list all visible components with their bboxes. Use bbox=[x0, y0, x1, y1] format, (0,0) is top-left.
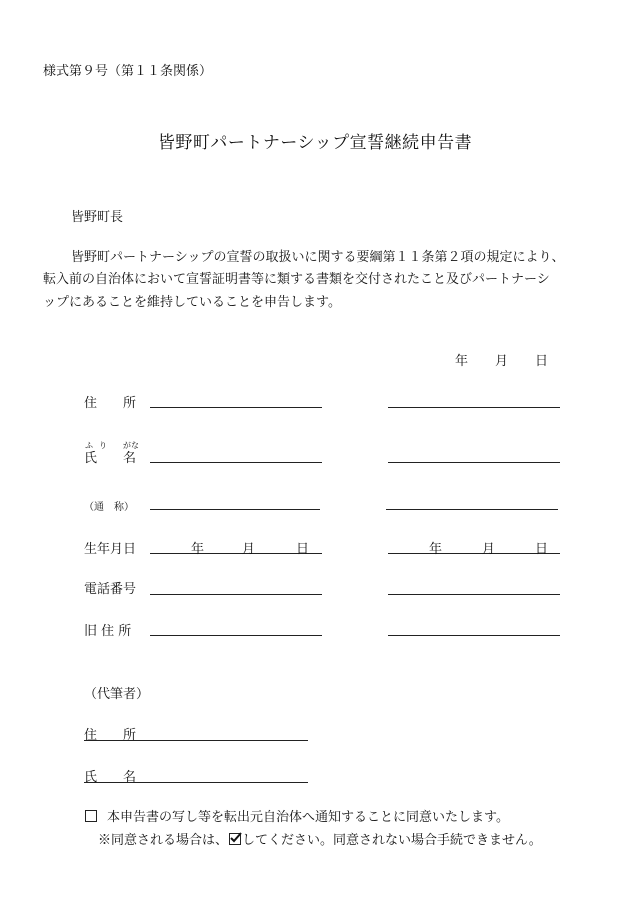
date-year-label: 年 bbox=[455, 354, 469, 369]
consent-note-prefix: ※同意される場合は、 bbox=[98, 833, 229, 848]
body-line-2: 転入前の自治体において宣誓証明書等に類する書類を交付されたこと及びパートナーシ bbox=[43, 272, 550, 287]
alias-field-1[interactable] bbox=[150, 508, 320, 510]
former-address-label: 旧 住 所 bbox=[84, 624, 132, 639]
phone-label: 電話番号 bbox=[84, 582, 137, 597]
phone-field-1[interactable] bbox=[150, 593, 322, 595]
address-field-1[interactable] bbox=[150, 406, 322, 408]
consent-note-suffix: してください。同意されない場合手続できません。 bbox=[242, 833, 542, 848]
former-address-field-2[interactable] bbox=[388, 634, 560, 636]
birthdate-2-month: 月 bbox=[482, 542, 496, 557]
former-address-field-1[interactable] bbox=[150, 634, 322, 636]
consent-row bbox=[85, 806, 509, 825]
furigana-4: な bbox=[131, 441, 139, 450]
checkmark-icon bbox=[229, 833, 241, 845]
date-month-label: 月 bbox=[495, 354, 509, 369]
birthdate-2-day: 日 bbox=[535, 542, 549, 557]
alias-label: （通 称） bbox=[84, 502, 134, 513]
birthdate-label: 生年月日 bbox=[84, 542, 137, 557]
deputy-name-label: 氏 名 bbox=[84, 770, 137, 785]
date-day-label: 日 bbox=[535, 354, 549, 369]
birthdate-2-year: 年 bbox=[429, 542, 443, 557]
name-field-1[interactable] bbox=[150, 461, 322, 463]
phone-field-2[interactable] bbox=[388, 593, 560, 595]
address-label: 住 所 bbox=[84, 396, 137, 411]
name-label-a: 氏 bbox=[84, 451, 98, 466]
deputy-name-field[interactable] bbox=[84, 781, 308, 783]
furigana-3: が bbox=[123, 441, 131, 450]
deputy-address-label: 住 所 bbox=[84, 728, 137, 743]
body-line-1: 皆野町パートナーシップの宣誓の取扱いに関する要綱第１１条第２項の規定により、 bbox=[71, 250, 565, 265]
body-line-3: ップにあることを維持していることを申告します。 bbox=[43, 295, 341, 310]
birthdate-1-day: 日 bbox=[296, 542, 310, 557]
birthdate-1-year: 年 bbox=[191, 542, 205, 557]
address-field-2[interactable] bbox=[388, 406, 560, 408]
consent-note bbox=[98, 829, 542, 848]
form-number: 様式第９号（第１１条関係） bbox=[43, 64, 213, 79]
furigana-2: り bbox=[99, 441, 107, 450]
consent-checkbox[interactable] bbox=[85, 810, 97, 822]
deputy-heading: （代筆者） bbox=[84, 687, 150, 702]
name-label-b: 名 bbox=[123, 451, 137, 466]
deputy-address-field[interactable] bbox=[84, 739, 308, 741]
addressee: 皆野町長 bbox=[71, 210, 124, 225]
furigana-1: ふ bbox=[85, 441, 93, 450]
consent-statement: 本申告書の写し等を転出元自治体へ通知することに同意いたします。 bbox=[107, 810, 509, 825]
alias-field-2[interactable] bbox=[386, 508, 558, 510]
name-field-2[interactable] bbox=[388, 461, 560, 463]
birthdate-1-month: 月 bbox=[242, 542, 256, 557]
page-title: 皆野町パートナーシップ宣誓継続申告書 bbox=[157, 133, 473, 153]
